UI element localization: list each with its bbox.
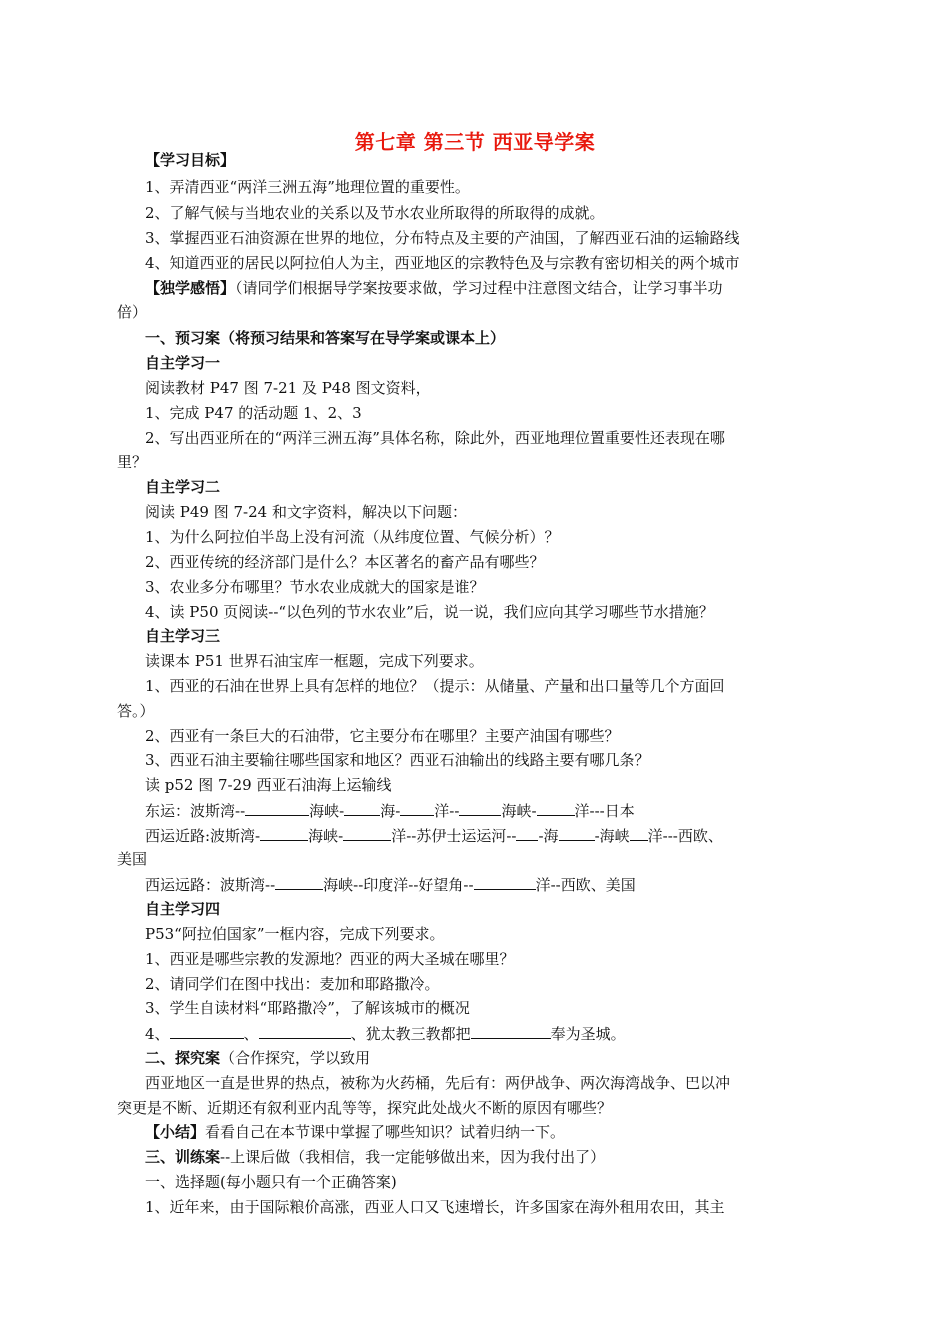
self-study-text: （请同学们根据导学案按要求做，学习过程中注意图文结合，让学习事半功 [235,279,723,297]
s3-line: 答。） [117,702,155,720]
s3-line: 3、西亚石油主要输往哪些国家和地区？西亚石油输出的线路主要有哪几条？ [145,751,650,769]
explore-text: 西亚地区一直是世界的热点，被称为火药桶，先后有：两伊战争、两次海湾战争、巴以冲 [145,1074,731,1092]
s3-line: 2、西亚有一条巨大的石油带，它主要分布在哪里？主要产油国有哪些？ [145,727,620,745]
training-line: 三、训练案--上课后做（我相信，我一定能够做出来，因为我付出了） [145,1148,606,1166]
s2-line: 4、读 P50 页阅读--“以色列的节水农业”后，说一说，我们应向其学习哪些节水措施？ [145,603,714,621]
section-heading-2: 自主学习二 [145,478,221,496]
summary-heading: 【小结】 [145,1123,206,1141]
answer-blank[interactable] [343,825,391,841]
self-study-text-cont: 倍） [117,303,148,321]
route-west-near-cont: 美国 [117,850,148,868]
training-text: 一、选择题(每小题只有一个正确答案) [145,1173,397,1191]
route-west-far: 西运远路：波斯湾-- 海峡--印度洋--好望角-- 洋--西欧、美国 [145,876,636,894]
self-study-heading: 【独学感悟】 [145,279,236,297]
summary-line: 【小结】看看自己在本节课中掌握了哪些知识？试着归纳一下。 [145,1123,566,1141]
s3-line: 1、西亚的石油在世界上具有怎样的地位？（提示：从储量、产量和出口量等几个方面回 [145,677,725,695]
route-east: 东运：波斯湾-- 海峡- 海- 洋-- 海峡- 洋---日本 [145,802,635,820]
answer-blank[interactable] [459,800,501,816]
section-heading-4: 自主学习四 [145,900,221,918]
answer-blank[interactable] [471,1023,551,1039]
s4-fill-line: 4、 、 、犹太教三教都把 奉为圣城。 [145,1025,626,1043]
answer-blank[interactable] [559,825,595,841]
s3-line: 读课本 P51 世界石油宝库一框题，完成下列要求。 [145,652,484,670]
s2-line: 3、农业多分布哪里？节水农业成就大的国家是谁？ [145,578,485,596]
s4-line: 2、请同学们在图中找出：麦加和耶路撒冷。 [145,975,440,993]
s3-line: 读 p52 图 7-29 西亚石油海上运输线 [145,776,392,794]
s4-line: 3、学生自读材料“耶路撒冷”，了解该城市的概况 [145,999,470,1017]
goal-item: 4、知道西亚的居民以阿拉伯人为主，西亚地区的宗教特色及与宗教有密切相关的两个城市 [145,254,740,272]
answer-blank[interactable] [344,800,380,816]
s4-line: 1、西亚是哪些宗教的发源地？西亚的两大圣城在哪里？ [145,950,515,968]
training-heading: 三、训练案 [145,1148,221,1166]
answer-blank[interactable] [260,825,308,841]
s1-line: 里？ [117,453,148,471]
route-west-near: 西运近路:波斯湾- 海峡- 洋--苏伊士运运河-- -海 -海峡 洋---西欧、 [145,827,723,845]
s2-line: 1、为什么阿拉伯半岛上没有河流（从纬度位置、气候分析）？ [145,528,560,546]
answer-blank[interactable] [474,874,536,890]
section-heading-1: 自主学习一 [145,354,221,372]
answer-blank[interactable] [275,874,323,890]
s1-line: 2、写出西亚所在的“两洋三洲五海”具体名称，除此外，西亚地理位置重要性还表现在哪 [145,429,725,447]
answer-blank[interactable] [170,1023,244,1039]
s2-line: 阅读 P49 图 7-24 和文字资料，解决以下问题： [145,503,467,521]
training-text: 1、近年来，由于国际粮价高涨，西亚人口又飞速增长，许多国家在海外租用农田，其主 [145,1198,725,1216]
s2-line: 2、西亚传统的经济部门是什么？本区著名的畜产品有哪些？ [145,553,545,571]
self-study-line [117,278,850,298]
goal-item: 2、了解气候与当地农业的关系以及节水农业所取得的所取得的成就。 [145,204,605,222]
section-heading-3: 自主学习三 [145,627,221,645]
goal-item: 3、掌握西亚石油资源在世界的地位，分布特点及主要的产油国，了解西亚石油的运输路线 [145,229,740,247]
answer-blank[interactable] [245,800,309,816]
answer-blank[interactable] [259,1023,351,1039]
s4-line: P53“阿拉伯国家”一框内容，完成下列要求。 [145,925,445,943]
answer-blank[interactable] [400,800,434,816]
answer-blank[interactable] [516,825,538,841]
goal-item: 1、弄清西亚“两洋三洲五海”地理位置的重要性。 [145,178,470,196]
preview-heading: 一、预习案（将预习结果和答案写在导学案或课本上） [145,329,506,347]
explore-text: 突更是不断、近期还有叙利亚内乱等等，探究此处战火不断的原因有哪些？ [117,1099,613,1117]
answer-blank[interactable] [630,825,648,841]
explore-heading: 二、探究案 [145,1049,221,1067]
page-title: 第七章 第三节 西亚导学案 [354,130,596,154]
s1-line: 1、完成 P47 的活动题 1、2、3 [145,404,362,422]
explore-line: 二、探究案（合作探究，学以致用 [145,1049,371,1067]
goals-heading: 【学习目标】 [145,151,236,169]
s1-line: 阅读教材 P47 图 7-21 及 P48 图文资料， [145,379,431,397]
answer-blank[interactable] [537,800,575,816]
